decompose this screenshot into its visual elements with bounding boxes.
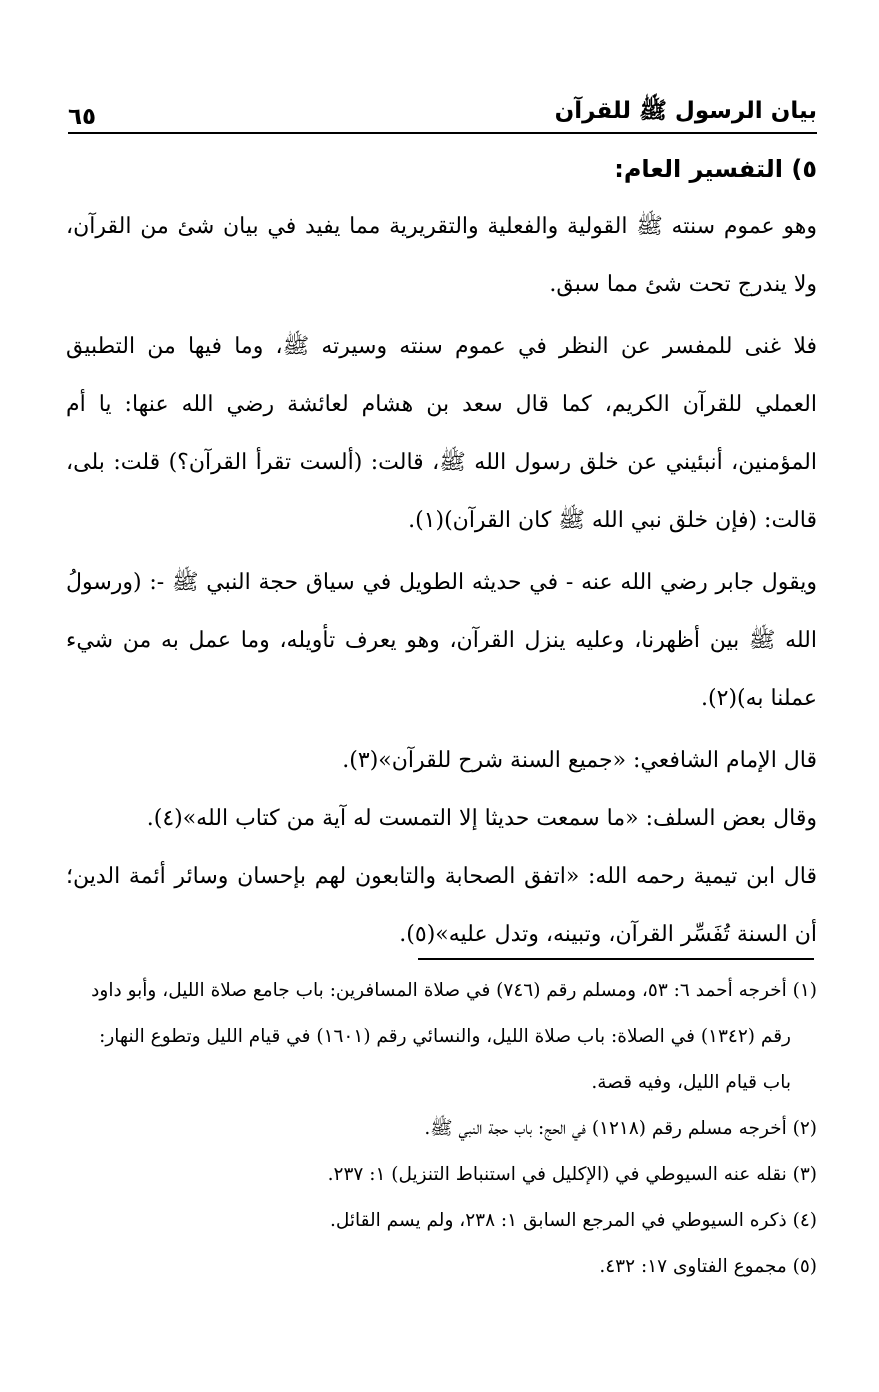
- footnote-divider: [418, 958, 814, 960]
- section-heading: ٥) التفسير العام:: [614, 155, 817, 183]
- footnote-3: (٣) نقله عنه السيوطي في (الإكليل في استنباط التنزيل) ١: ٢٣٧.: [327, 1164, 817, 1185]
- main-text: [66, 140, 817, 964]
- paragraph-4: قال الإمام الشافعي: «جميع السنة شرح للقرآن»(٣).: [342, 748, 817, 773]
- paragraph-2: فلا غنى للمفسر عن النظر في عموم سنته وسيرته ﷺ، وما فيها من التطبيق العملي للقرآن الكريم، كما قال سعد بن هشام لعائشة رضي الله عنها: يا أم المؤمنين، أنبئيني عن خلق رسول الله ﷺ، قالت: (ألست تقرأ القرآن؟) قلت: بلى، قالت: (فإن خلق نبي الله ﷺ كان القرآن)(١).: [66, 334, 817, 533]
- footnote-1-line-1: (١) أخرجه أحمد ٦: ٥٣، ومسلم رقم (٧٤٦) في صلاة المسافرين: باب جامع صلاة الليل، وأبو داود: [91, 980, 817, 1001]
- page-number: ٦٥: [68, 104, 97, 130]
- paragraph-1: وهو عموم سنته ﷺ القولية والفعلية والتقريرية مما يفيد في بيان شئ من القرآن، ولا يندرج تحت شئ مما سبق.: [66, 214, 817, 297]
- running-header: [68, 96, 817, 134]
- paragraph-3: ويقول جابر رضي الله عنه - في حديثه الطويل في سياق حجة النبي ﷺ -: (ورسولُ الله ﷺ بين أظهرنا، وعليه ينزل القرآن، وهو يعرف تأويله، وما عمل به من شيء عملنا به)(٢).: [66, 570, 817, 711]
- paragraph-5: وقال بعض السلف: «ما سمعت حديثا إلا التمست له آية من كتاب الله»(٤).: [146, 806, 817, 831]
- footnote-4: (٤) ذكره السيوطي في المرجع السابق ١: ٢٣٨، ولم يسم القائل.: [329, 1210, 817, 1231]
- footnote-5: (٥) مجموع الفتاوى ١٧: ٤٣٢.: [599, 1256, 817, 1277]
- footnote-1-line-2: رقم (١٣٤٢) في الصلاة: باب صلاة الليل، والنسائي رقم (١٦٠١) في قيام الليل وتطوع النهار:: [99, 1026, 791, 1047]
- footnotes: [66, 968, 817, 1290]
- footnote-1-line-3: باب قيام الليل، وفيه قصة.: [591, 1072, 791, 1093]
- header-title: بيان الرسول ﷺ للقرآن: [554, 98, 817, 124]
- footnote-2: (٢) أخرجه مسلم رقم (١٢١٨) في الحج: باب حجة النبي ﷺ.: [424, 1118, 817, 1139]
- paragraph-6: قال ابن تيمية رحمه الله: «اتفق الصحابة والتابعون لهم بإحسان وسائر أئمة الدين؛ أن السنة تُفَسِّر القرآن، وتبينه، وتدل عليه»(٥).: [66, 864, 817, 947]
